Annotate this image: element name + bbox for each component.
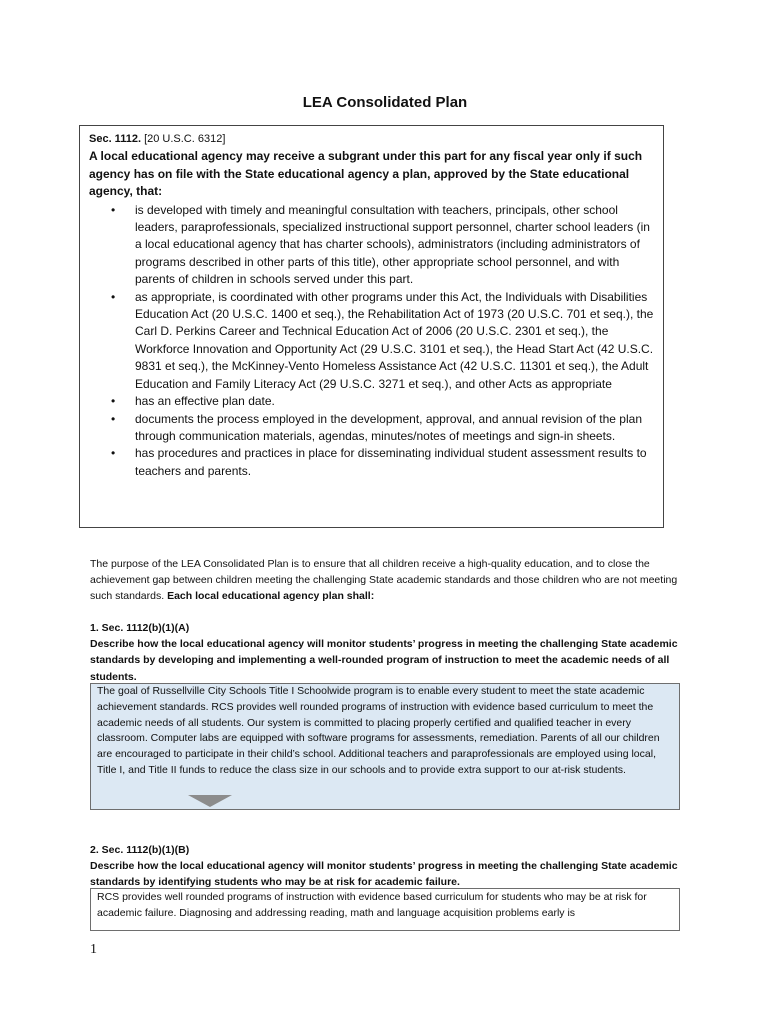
statute-box <box>79 125 664 528</box>
list-item-text: is developed with timely and meaningful consultation with teachers, principals, other school leaders, paraprofessionals, specialized instructional support personnel, charter school leaders (in a local educational agency that has charter schools), administrators (including administrators of programs described in other parts of this title), other appropriate school personnel, and with parents of children in schools served under this part. <box>135 202 650 287</box>
bullet-icon: • <box>111 289 116 304</box>
bullet-icon: • <box>111 446 116 461</box>
page-title: LEA Consolidated Plan <box>302 94 468 111</box>
bullet-icon: • <box>111 394 116 409</box>
response-field-1[interactable]: The goal of Russellville City Schools Title I Schoolwide program is to enable every student to meet the state academic achievement standards. RCS provides well rounded programs of instruction with evidence based curriculum to meet the academic needs of all students. Our system is committed to placing properly certified and qualified teacher in every classroom. Computer labs are equipped with software programs for assessments, remediation. Parents of all our children are encouraged to participate in their child’s school. Additional teachers and paraprofessionals are employed using local, Title I, and Title II funds to reduce the class size in our schools and to provide extra support to our at-risk students. <box>90 683 680 810</box>
response-field-2[interactable]: RCS provides well rounded programs of instruction with evidence based curriculum for students who may be at risk for academic failure. Diagnosing and addressing reading, math and language acquisition problems early is <box>90 888 680 931</box>
purpose-text: The purpose of the LEA Consolidated Plan is to ensure that all children receive a high-quality education, and to close the achievement gap between children meeting the challenging State academic standards and those children who are not meeting such standards. <box>90 558 678 603</box>
question-2 <box>90 842 690 891</box>
statute-lead: A local educational agency may receive a subgrant under this part for any fiscal year only if such agency has on file with the State educational agency a plan, approved by the State educational agency, that: <box>89 149 643 199</box>
requirement-list <box>89 202 655 481</box>
list-item <box>111 202 655 289</box>
list-item-text: documents the process employed in the development, approval, and annual revision of the plan through communication materials, agendas, minutes/notes of meetings and sign-in sheets. <box>135 411 642 443</box>
list-item-text: has procedures and practices in place for disseminating individual student assessment results to teachers and parents. <box>135 446 647 478</box>
bullet-icon: • <box>111 202 116 217</box>
question-prompt: Describe how the local educational agency will monitor students’ progress in meeting the challenging State academic standards by developing and implementing a well-rounded program of instruction to meet the academic needs of all students. <box>90 638 678 683</box>
question-heading: 1. Sec. 1112(b)(1)(A) <box>90 622 190 634</box>
section-label: Sec. 1112. <box>89 133 141 145</box>
page-number: 1 <box>90 942 97 957</box>
list-item-text: has an effective plan date. <box>135 394 275 409</box>
arrow-down-icon <box>188 795 232 807</box>
list-item-text: as appropriate, is coordinated with other programs under this Act, the Individuals with Disabilities Education Act (20 U.S.C. 1400 et seq.), the Rehabilitation Act of 1973 (20 U.S.C. 701 et seq.), the Carl D. Perkins Career and Technical Education Act of 2006 (20 U.S.C. 2301 et seq.), the Workforce Innovation and Opportunity Act (29 U.S.C. 3101 et seq.), the Head Start Act (42 U.S.C. 9831 et seq.), the McKinney-Vento Homeless Assistance Act (42 U.S.C. 11301 et seq.), the Adult Education and Family Literacy Act (29 U.S.C. 3271 et seq.), and other Acts as appropriate <box>135 289 654 391</box>
purpose-paragraph <box>90 556 690 605</box>
list-item <box>111 289 655 393</box>
list-item <box>111 393 655 410</box>
list-item <box>111 411 655 446</box>
list-item <box>111 445 655 480</box>
question-heading: 2. Sec. 1112(b)(1)(B) <box>90 844 190 856</box>
bullet-icon: • <box>111 411 116 426</box>
statute-reference <box>89 131 655 148</box>
question-prompt: Describe how the local educational agency will monitor students’ progress in meeting the challenging State academic standards by identifying students who may be at risk for academic failure. <box>90 860 678 889</box>
citation: [20 U.S.C. 6312] <box>144 133 226 145</box>
question-1 <box>90 620 690 685</box>
purpose-emphasis: Each local educational agency plan shall: <box>167 590 375 603</box>
